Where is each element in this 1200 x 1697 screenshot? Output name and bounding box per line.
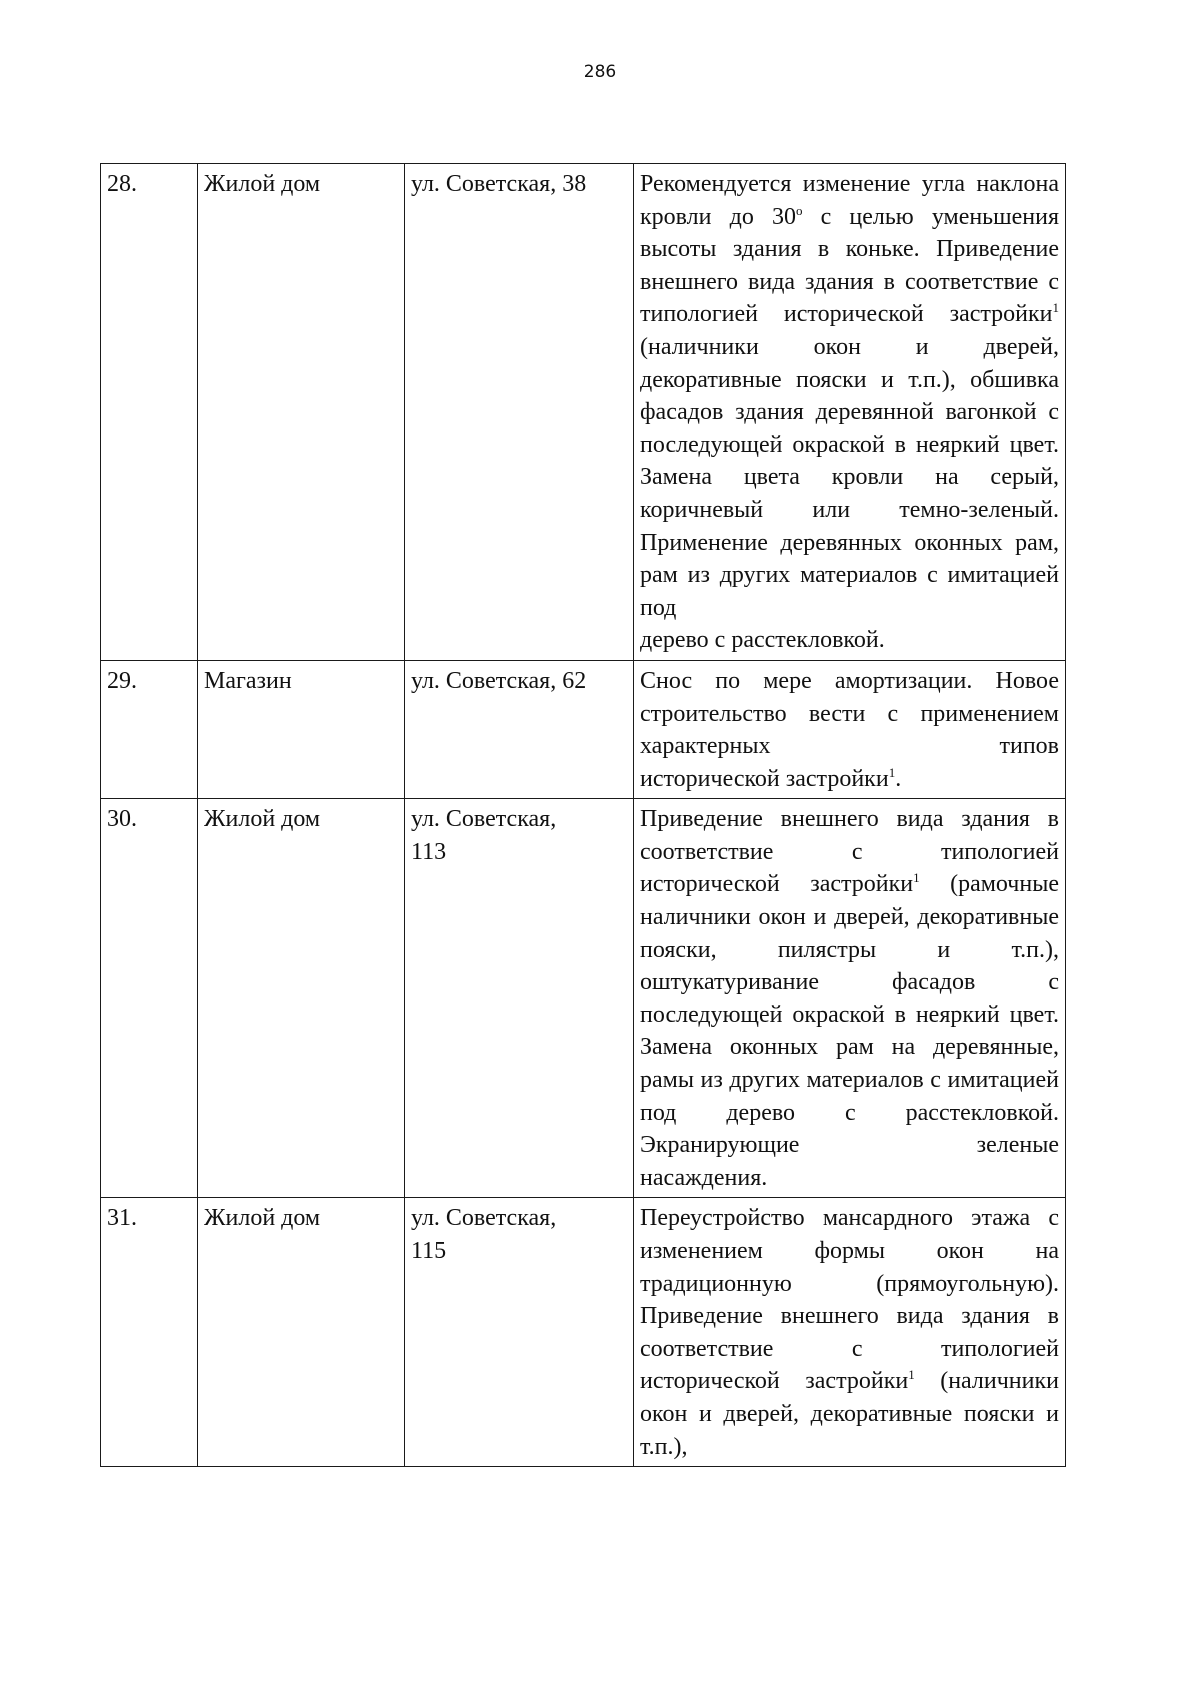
table-row: [101, 1198, 1066, 1467]
object-address: ул. Советская, 38: [405, 164, 634, 661]
object-name: Жилой дом: [198, 1198, 405, 1467]
object-address: ул. Советская, 115: [405, 1198, 634, 1467]
table-row: [101, 799, 1066, 1198]
table-row: [101, 660, 1066, 798]
footnote-marker: 1: [888, 764, 896, 780]
recommendation-text: [634, 1198, 1066, 1467]
row-number: 30.: [101, 799, 198, 1198]
footnote-marker: 1: [1052, 300, 1059, 316]
object-name: Жилой дом: [198, 164, 405, 661]
recommendation-last-line: исторической застройки$^1$.: [640, 764, 902, 792]
recommendation-text: [634, 164, 1066, 661]
recommendation-body: Рекомендуется изменение угла наклона кровли до $30^о$ с целью уменьшения высоты здания в коньке. Приведение внешнего вида здания в соответствие с типологией исторической застройки$^1$ (наличники окон и дверей, декоративные пояски и т.п.), обшивка фасадов здания деревянной вагонкой с последующей окраской в неяркий цвет. Замена цвета кровли на серый, коричневый или темно-зеленый. Применение деревянных оконных рам, рам из других материалов с имитацией под: [640, 171, 1059, 621]
recommendation-body: Снос по мере амортизации. Новое строительство вести с применением характерных типов: [640, 667, 1059, 760]
row-number: 31.: [101, 1198, 198, 1467]
recommendation-last-line: дерево с расстекловкой.: [640, 627, 885, 654]
object-name: Магазин: [198, 660, 405, 798]
table-row: [101, 164, 1066, 661]
footnote-marker: 1: [913, 870, 920, 886]
object-address: ул. Советская, 113: [405, 799, 634, 1198]
footnote-marker: 1: [908, 1367, 915, 1383]
recommendation-text: [634, 799, 1066, 1198]
recommendation-body: Приведение внешнего вида здания в соответствие с типологией исторической застройки$^1$ (рамочные наличники окон и дверей, декоративные пояски, пилястры и т.п.), оштукатуривание фасадов с последующей окраской в неяркий цвет. Замена оконных рам на деревянные, рамы из других материалов с имитацией под дерево с расстекловкой. Экранирующие зеленые: [640, 806, 1059, 1159]
row-number: 29.: [101, 660, 198, 798]
recommendation-body: Переустройство мансардного этажа с изменением формы окон на традиционную (прямоугольную). Приведение внешнего вида здания в соответствие с типологией исторической застройки$^1$ (наличники окон и дверей, декоративные пояски и т.п.),: [640, 1205, 1059, 1460]
recommendations-table: [100, 163, 1066, 1467]
object-address: ул. Советская, 62: [405, 660, 634, 798]
object-name: Жилой дом: [198, 799, 405, 1198]
row-number: 28.: [101, 164, 198, 661]
recommendation-last-line: насаждения.: [640, 1164, 768, 1191]
recommendation-text: [634, 660, 1066, 798]
page-number: 286: [583, 62, 617, 82]
